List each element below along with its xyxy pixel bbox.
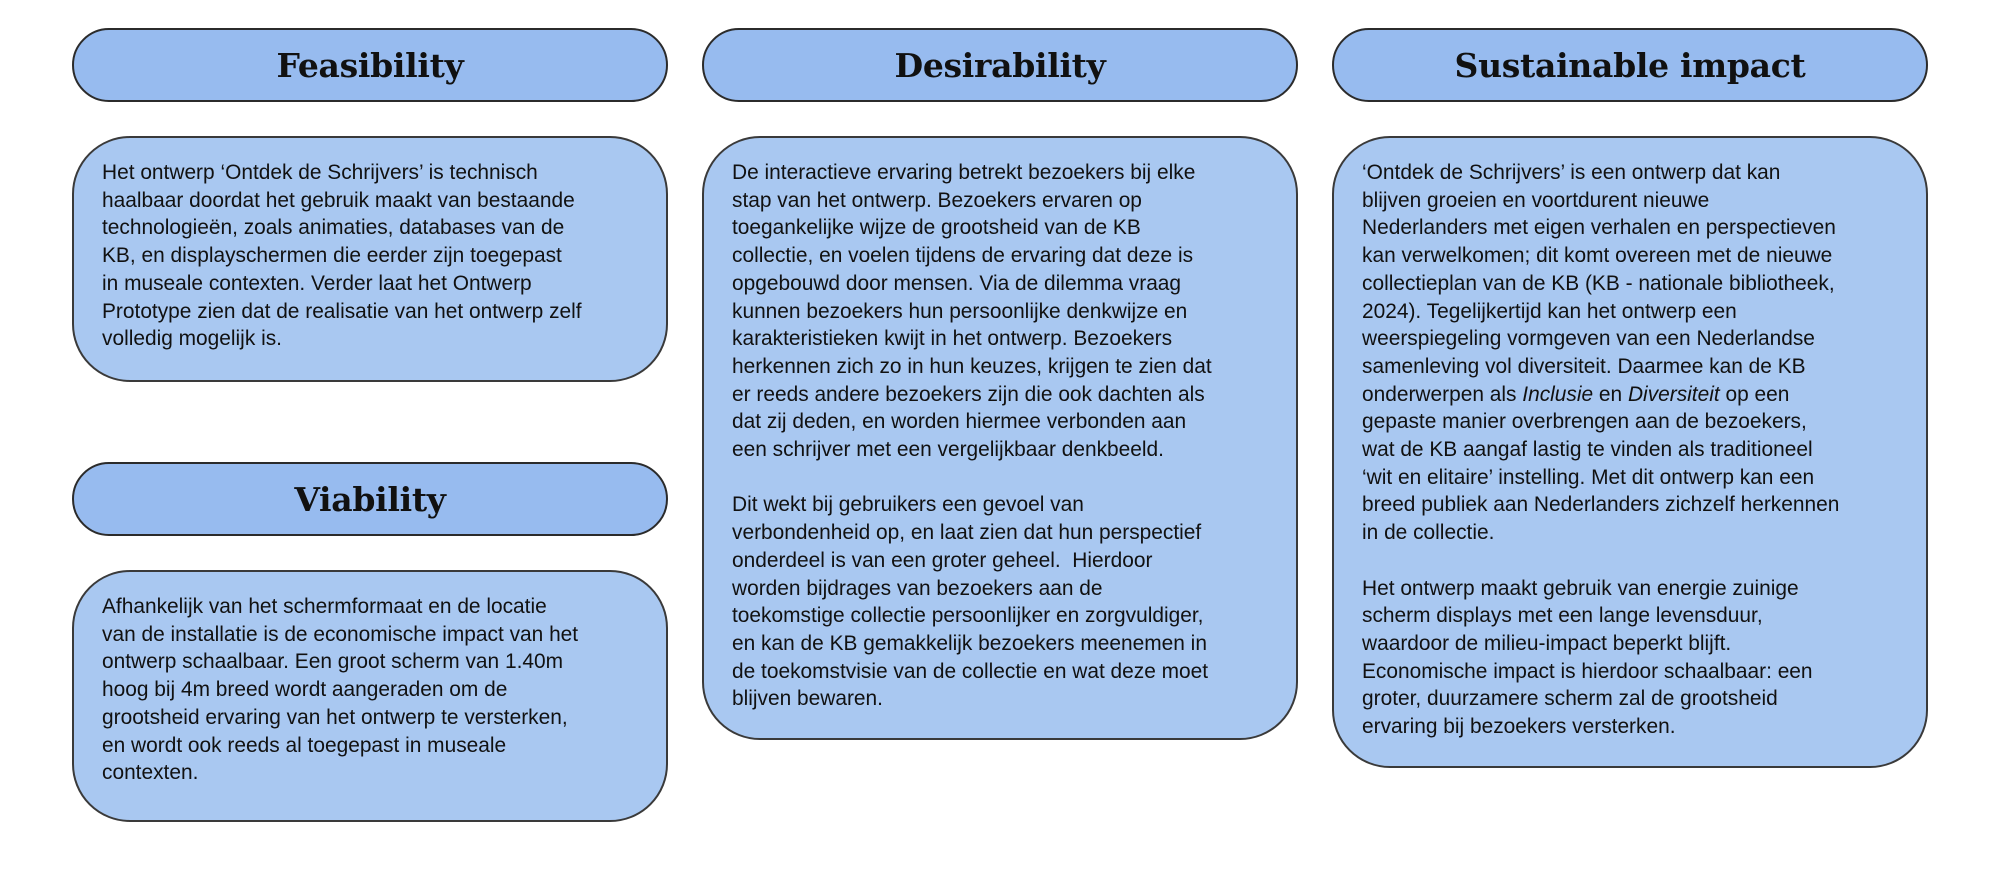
desirability-header — [702, 28, 1298, 102]
text-line: opgebouwd door mensen. Via de dilemma vraag — [732, 271, 1182, 295]
text-line: en wordt ook reeds al toegepast in museale — [102, 733, 507, 757]
text-segment: onderwerpen als — [1362, 382, 1523, 406]
text-line: Dit wekt bij gebruikers een gevoel van — [732, 493, 1084, 517]
text-line: gepaste manier overbrengen aan de bezoekers, — [1362, 410, 1807, 434]
text-line: karakteristieken kwijt in het ontwerp. Bezoekers — [732, 327, 1173, 351]
sustainable-impact-box — [1332, 136, 1928, 768]
text-line: hoog bij 4m breed wordt aangeraden om de — [102, 678, 508, 702]
text-line: samenleving vol diversiteit. Daarmee kan de KB — [1362, 354, 1806, 378]
desirability-paragraph-2 — [732, 491, 1268, 713]
text-line: ervaring bij bezoekers versterken. — [1362, 715, 1676, 739]
text-line: wat de KB aangaf lastig te vinden als traditioneel — [1362, 438, 1813, 462]
viability-header — [72, 462, 668, 536]
text-line: er reeds andere bezoekers zijn die ook dachten als — [732, 382, 1205, 406]
emphasis-diversiteit: Diversiteit — [1627, 382, 1720, 406]
text-line: kan verwelkomen; dit komt overeen met de nieuwe — [1362, 244, 1833, 268]
text-line: herkennen zich zo in hun keuzes, krijgen te zien dat — [732, 354, 1212, 378]
desirability-title: Desirability — [894, 45, 1106, 85]
text-line: worden bijdrages van bezoekers aan de — [732, 576, 1103, 600]
text-line: contexten. — [102, 761, 199, 785]
text-line: De interactieve ervaring betrekt bezoekers bij elke — [732, 161, 1196, 184]
viability-text — [102, 593, 638, 787]
text-line: stap van het ontwerp. Bezoekers ervaren op — [732, 188, 1142, 212]
text-line: waardoor de milieu-impact beperkt blijft. — [1362, 631, 1732, 655]
text-line: Het ontwerp ‘Ontdek de Schrijvers’ is technisch — [102, 161, 538, 184]
text-line: ‘wit en elitaire’ instelling. Met dit ontwerp kan een — [1362, 465, 1815, 489]
text-line: ontwerp schaalbaar. Een groot scherm van 1.40m — [102, 650, 564, 674]
text-line: haalbaar doordat het gebruik maakt van bestaande — [102, 188, 575, 212]
desirability-text — [732, 159, 1268, 713]
feasibility-text — [102, 159, 638, 353]
text-line: weerspiegeling vormgeven van een Nederlandse — [1362, 327, 1815, 351]
text-line: 2024). Tegelijkertijd kan het ontwerp een — [1362, 299, 1737, 323]
text-segment: en — [1593, 382, 1628, 406]
text-line: verbondenheid op, en laat zien dat hun perspectief — [732, 521, 1202, 545]
text-line: groter, duurzamere scherm zal de grootsheid — [1362, 687, 1778, 711]
text-line: dat zij deden, en worden hiermee verbonden aan — [732, 410, 1187, 434]
text-line: KB, en displayschermen die eerder zijn toegepast — [102, 244, 562, 268]
feasibility-title: Feasibility — [276, 45, 464, 85]
text-line: in de collectie. — [1362, 521, 1495, 545]
text-line: Het ontwerp maakt gebruik van energie zuinige — [1362, 576, 1799, 600]
text-line: volledig mogelijk is. — [102, 327, 282, 351]
text-line: Afhankelijk van het schermformaat en de locatie — [102, 595, 547, 618]
desirability-box — [702, 136, 1298, 740]
text-line: collectie, en voelen tijdens de ervaring dat deze is — [732, 244, 1194, 268]
text-line: onderdeel is van een groter geheel. Hierdoor — [732, 548, 1153, 572]
sustainable-impact-header — [1332, 28, 1928, 102]
text-segment: op een — [1719, 382, 1790, 406]
text-line: Nederlanders met eigen verhalen en perspectieven — [1362, 216, 1836, 240]
text-line: technologieën, zoals animaties, databases van de — [102, 216, 565, 240]
viability-title: Viability — [294, 479, 446, 519]
text-line: ‘Ontdek de Schrijvers’ is een ontwerp dat kan — [1362, 161, 1781, 184]
text-line: collectieplan van de KB (KB - nationale bibliotheek, — [1362, 271, 1835, 295]
emphasis-inclusie: Inclusie — [1522, 382, 1594, 406]
sustainable-impact-paragraph-2 — [1362, 575, 1898, 741]
text-line: breed publiek aan Nederlanders zichzelf herkennen — [1362, 493, 1840, 517]
text-line: van de installatie is de economische impact van het — [102, 622, 579, 646]
text-line: toegankelijke wijze de grootsheid van de KB — [732, 216, 1141, 240]
viability-box — [72, 570, 668, 822]
feasibility-box — [72, 136, 668, 382]
text-line: kunnen bezoekers hun persoonlijke denkwijze en — [732, 299, 1188, 323]
text-line: toekomstige collectie persoonlijker en zorgvuldiger, — [732, 604, 1204, 628]
text-line: Prototype zien dat de realisatie van het ontwerp zelf — [102, 299, 582, 323]
feasibility-header — [72, 28, 668, 102]
text-line: Economische impact is hierdoor schaalbaar: een — [1362, 659, 1813, 683]
sustainable-impact-paragraph-1 — [1362, 159, 1898, 547]
text-line: de toekomstvisie van de collectie en wat deze moet — [732, 659, 1209, 683]
sustainable-impact-title: Sustainable impact — [1454, 45, 1806, 85]
text-line: een schrijver met een vergelijkbaar denkbeeld. — [732, 438, 1164, 462]
text-line: in museale contexten. Verder laat het Ontwerp — [102, 271, 532, 295]
text-line: blijven groeien en voortdurent nieuwe — [1362, 188, 1710, 212]
text-line: blijven bewaren. — [732, 687, 883, 711]
text-line: grootsheid ervaring van het ontwerp te versterken, — [102, 705, 568, 729]
text-line: scherm displays met een lange levensduur, — [1362, 604, 1763, 628]
desirability-paragraph-1 — [732, 159, 1268, 464]
text-line — [1362, 381, 1898, 409]
text-line: en kan de KB gemakkelijk bezoekers meenemen in — [732, 631, 1207, 655]
sustainable-impact-text — [1362, 159, 1898, 741]
